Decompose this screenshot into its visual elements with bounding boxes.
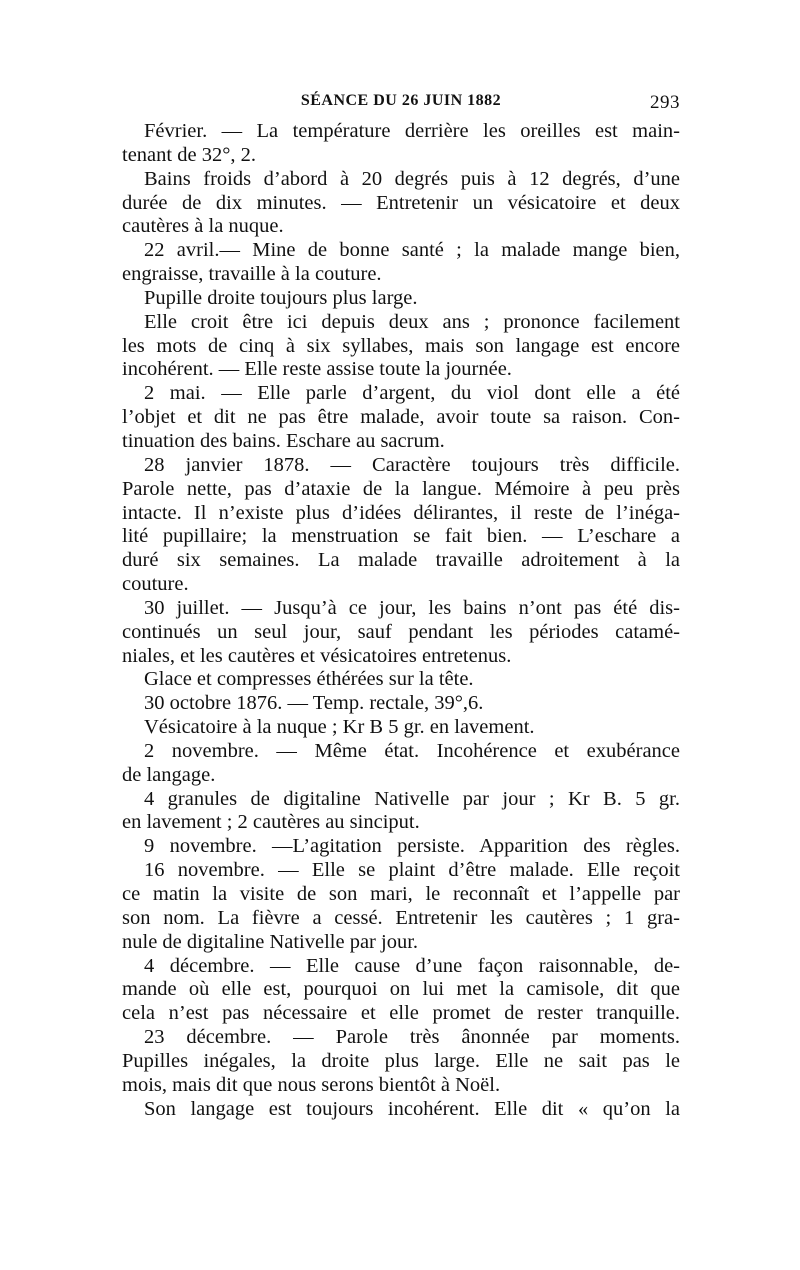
text-line: incohérent. — Elle reste assise toute la journée. [122, 358, 512, 381]
text-line: Février. — La température derrière les oreilles est main- [144, 120, 680, 142]
text-line: durée de dix minutes. — Entretenir un vésicatoire et deux [122, 191, 680, 214]
text-line: 4 décembre. — Elle cause d’une façon raisonnable, de- [144, 954, 680, 977]
text-line: 2 novembre. — Même état. Incohérence et exubérance [144, 739, 680, 762]
text-line: Vésicatoire à la nuque ; Kr B 5 gr. en lavement. [144, 716, 535, 739]
text-line: intacte. Il n’existe plus d’idées délirantes, il reste de l’inéga- [122, 501, 680, 524]
text-line: Bains froids d’abord à 20 degrés puis à 12 degrés, d’une [144, 167, 680, 190]
text-line: 22 avril.— Mine de bonne santé ; la malade mange bien, [144, 239, 680, 262]
text-line: 2 mai. — Elle parle d’argent, du viol dont elle a été [144, 382, 680, 405]
text-line: son nom. La fièvre a cessé. Entretenir les cautères ; 1 gra- [122, 906, 680, 929]
text-line: Pupilles inégales, la droite plus large. Elle ne sait pas le [122, 1049, 680, 1072]
text-line: Pupille droite toujours plus large. [144, 286, 418, 309]
page-number: 293 [650, 92, 680, 113]
text-line: 4 granules de digitaline Nativelle par jour ; Kr B. 5 gr. [144, 787, 680, 810]
text-line: 28 janvier 1878. — Caractère toujours très difficile. [144, 453, 680, 476]
text-line: 16 novembre. — Elle se plaint d’être malade. Elle reçoit [144, 859, 680, 882]
text-line: couture. [122, 573, 189, 596]
text-line: niales, et les cautères et vésicatoires entretenus. [122, 644, 512, 667]
text-line: cautères à la nuque. [122, 215, 284, 238]
text-line: continués un seul jour, sauf pendant les périodes catamé- [122, 620, 680, 643]
text-line: nule de digitaline Nativelle par jour. [122, 930, 419, 953]
text-line: 23 décembre. — Parole très ânonnée par moments. [144, 1026, 680, 1049]
text-line: ce matin la visite de son mari, le reconnaît et l’appelle par [122, 883, 680, 905]
text-line: Parole nette, pas d’ataxie de la langue. Mémoire à peu près [122, 477, 680, 500]
text-line: tinuation des bains. Eschare au sacrum. [122, 429, 445, 452]
text-line: engraisse, travaille à la couture. [122, 263, 382, 286]
text-line: de langage. [122, 763, 216, 786]
text-line: mois, mais dit que nous serons bientôt à Noël. [122, 1073, 501, 1096]
text-line: Son langage est toujours incohérent. Elle dit « qu’on la [144, 1097, 680, 1120]
text-line: l’objet et dit ne pas être malade, avoir toute sa raison. Con- [122, 406, 680, 429]
text-line: Elle croit être ici depuis deux ans ; prononce facilement [144, 310, 680, 333]
text-line: duré six semaines. La malade travaille adroitement à la [122, 549, 680, 572]
running-head [122, 92, 680, 116]
text-line: mande où elle est, pourquoi on lui met la camisole, dit que [122, 978, 680, 1001]
text-line: 9 novembre. —L’agitation persiste. Apparition des règles. [144, 835, 680, 858]
running-title: SÉANCE DU 26 JUIN 1882 [300, 92, 502, 109]
text-line: tenant de 32°, 2. [122, 143, 257, 166]
body-text [122, 120, 680, 1121]
text-line: lité pupillaire; la menstruation se fait bien. — L’eschare a [122, 525, 680, 548]
text-line: 30 octobre 1876. — Temp. rectale, 39°,6. [144, 692, 484, 715]
text-line: les mots de cinq à six syllabes, mais son langage est encore [122, 334, 680, 357]
text-line: en lavement ; 2 cautères au sinciput. [122, 811, 420, 834]
text-line: cela n’est pas nécessaire et elle promet de rester tranquille. [122, 1002, 680, 1025]
text-line: Glace et compresses éthérées sur la tête. [144, 668, 474, 691]
text-line: 30 juillet. — Jusqu’à ce jour, les bains n’ont pas été dis- [144, 596, 680, 619]
